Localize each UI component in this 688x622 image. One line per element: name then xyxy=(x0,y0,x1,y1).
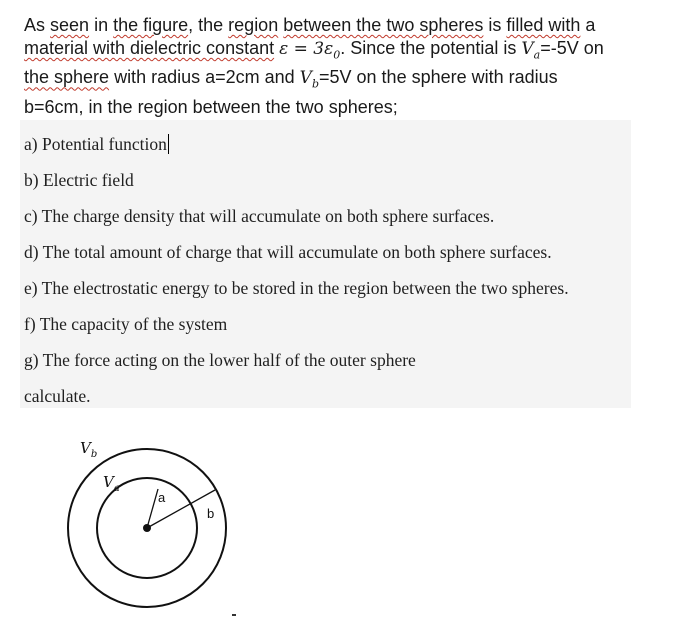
spellcheck-word: region xyxy=(228,15,279,35)
spellcheck-word: between the two spheres xyxy=(283,15,484,35)
part-a[interactable] xyxy=(24,134,169,155)
a-label: a xyxy=(158,490,166,505)
vb-symbol: V xyxy=(299,68,312,89)
part-b: b) Electric field xyxy=(24,170,134,190)
center-dot xyxy=(143,524,151,532)
b-label: b xyxy=(207,506,215,521)
potential-vb xyxy=(299,68,319,91)
concentric-spheres-figure xyxy=(60,436,260,622)
statement-line-1 xyxy=(24,14,674,37)
part-g: g) The force acting on the lower half of the outer sphere xyxy=(24,350,416,370)
text: =5V on the sphere with radius xyxy=(319,67,558,88)
spellcheck-word: material with dielectric constant xyxy=(24,38,275,58)
spellcheck-word: the figure xyxy=(113,15,189,35)
text: . Since the potential is xyxy=(340,38,522,58)
spellcheck-word: the sphere xyxy=(24,67,110,88)
part-calculate: calculate. xyxy=(24,386,91,406)
text: , the xyxy=(188,15,229,35)
text: in xyxy=(89,15,114,35)
stray-mark xyxy=(232,614,236,616)
vb-subscript: b xyxy=(311,77,319,91)
part-f: f) The capacity of the system xyxy=(24,314,228,334)
part-e: e) The electrostatic energy to be stored in the region between the two spheres. xyxy=(24,278,569,298)
question-parts xyxy=(20,120,631,408)
formula-subscript: 0 xyxy=(333,48,341,62)
text: is xyxy=(483,15,507,35)
va-label: $V_a$ xyxy=(103,473,120,494)
text-cursor xyxy=(168,134,169,154)
text: a xyxy=(580,15,596,35)
vb-label: $V_b$ xyxy=(80,439,98,460)
spellcheck-word: seen xyxy=(50,15,90,35)
part-a-text: a) Potential function xyxy=(24,134,167,154)
text: As xyxy=(24,15,51,35)
statement-line-2 xyxy=(24,37,674,66)
spellcheck-word: filled with xyxy=(506,15,581,35)
part-d: d) The total amount of charge that will accumulate on both sphere surfaces. xyxy=(24,242,552,262)
part-c: c) The charge density that will accumulate on both sphere surfaces. xyxy=(24,206,495,226)
va-symbol: V xyxy=(521,39,534,59)
va-subscript: a xyxy=(533,48,541,62)
formula-text: ε = 3ε xyxy=(279,39,334,59)
statement-line-3 xyxy=(24,66,674,95)
text: with radius a=2cm and xyxy=(109,67,300,88)
problem-statement xyxy=(24,14,674,119)
potential-va xyxy=(521,39,541,62)
text: =-5V on xyxy=(540,38,604,58)
permittivity-formula xyxy=(279,39,341,62)
statement-line-4: b=6cm, in the region between the two spheres; xyxy=(24,96,398,117)
